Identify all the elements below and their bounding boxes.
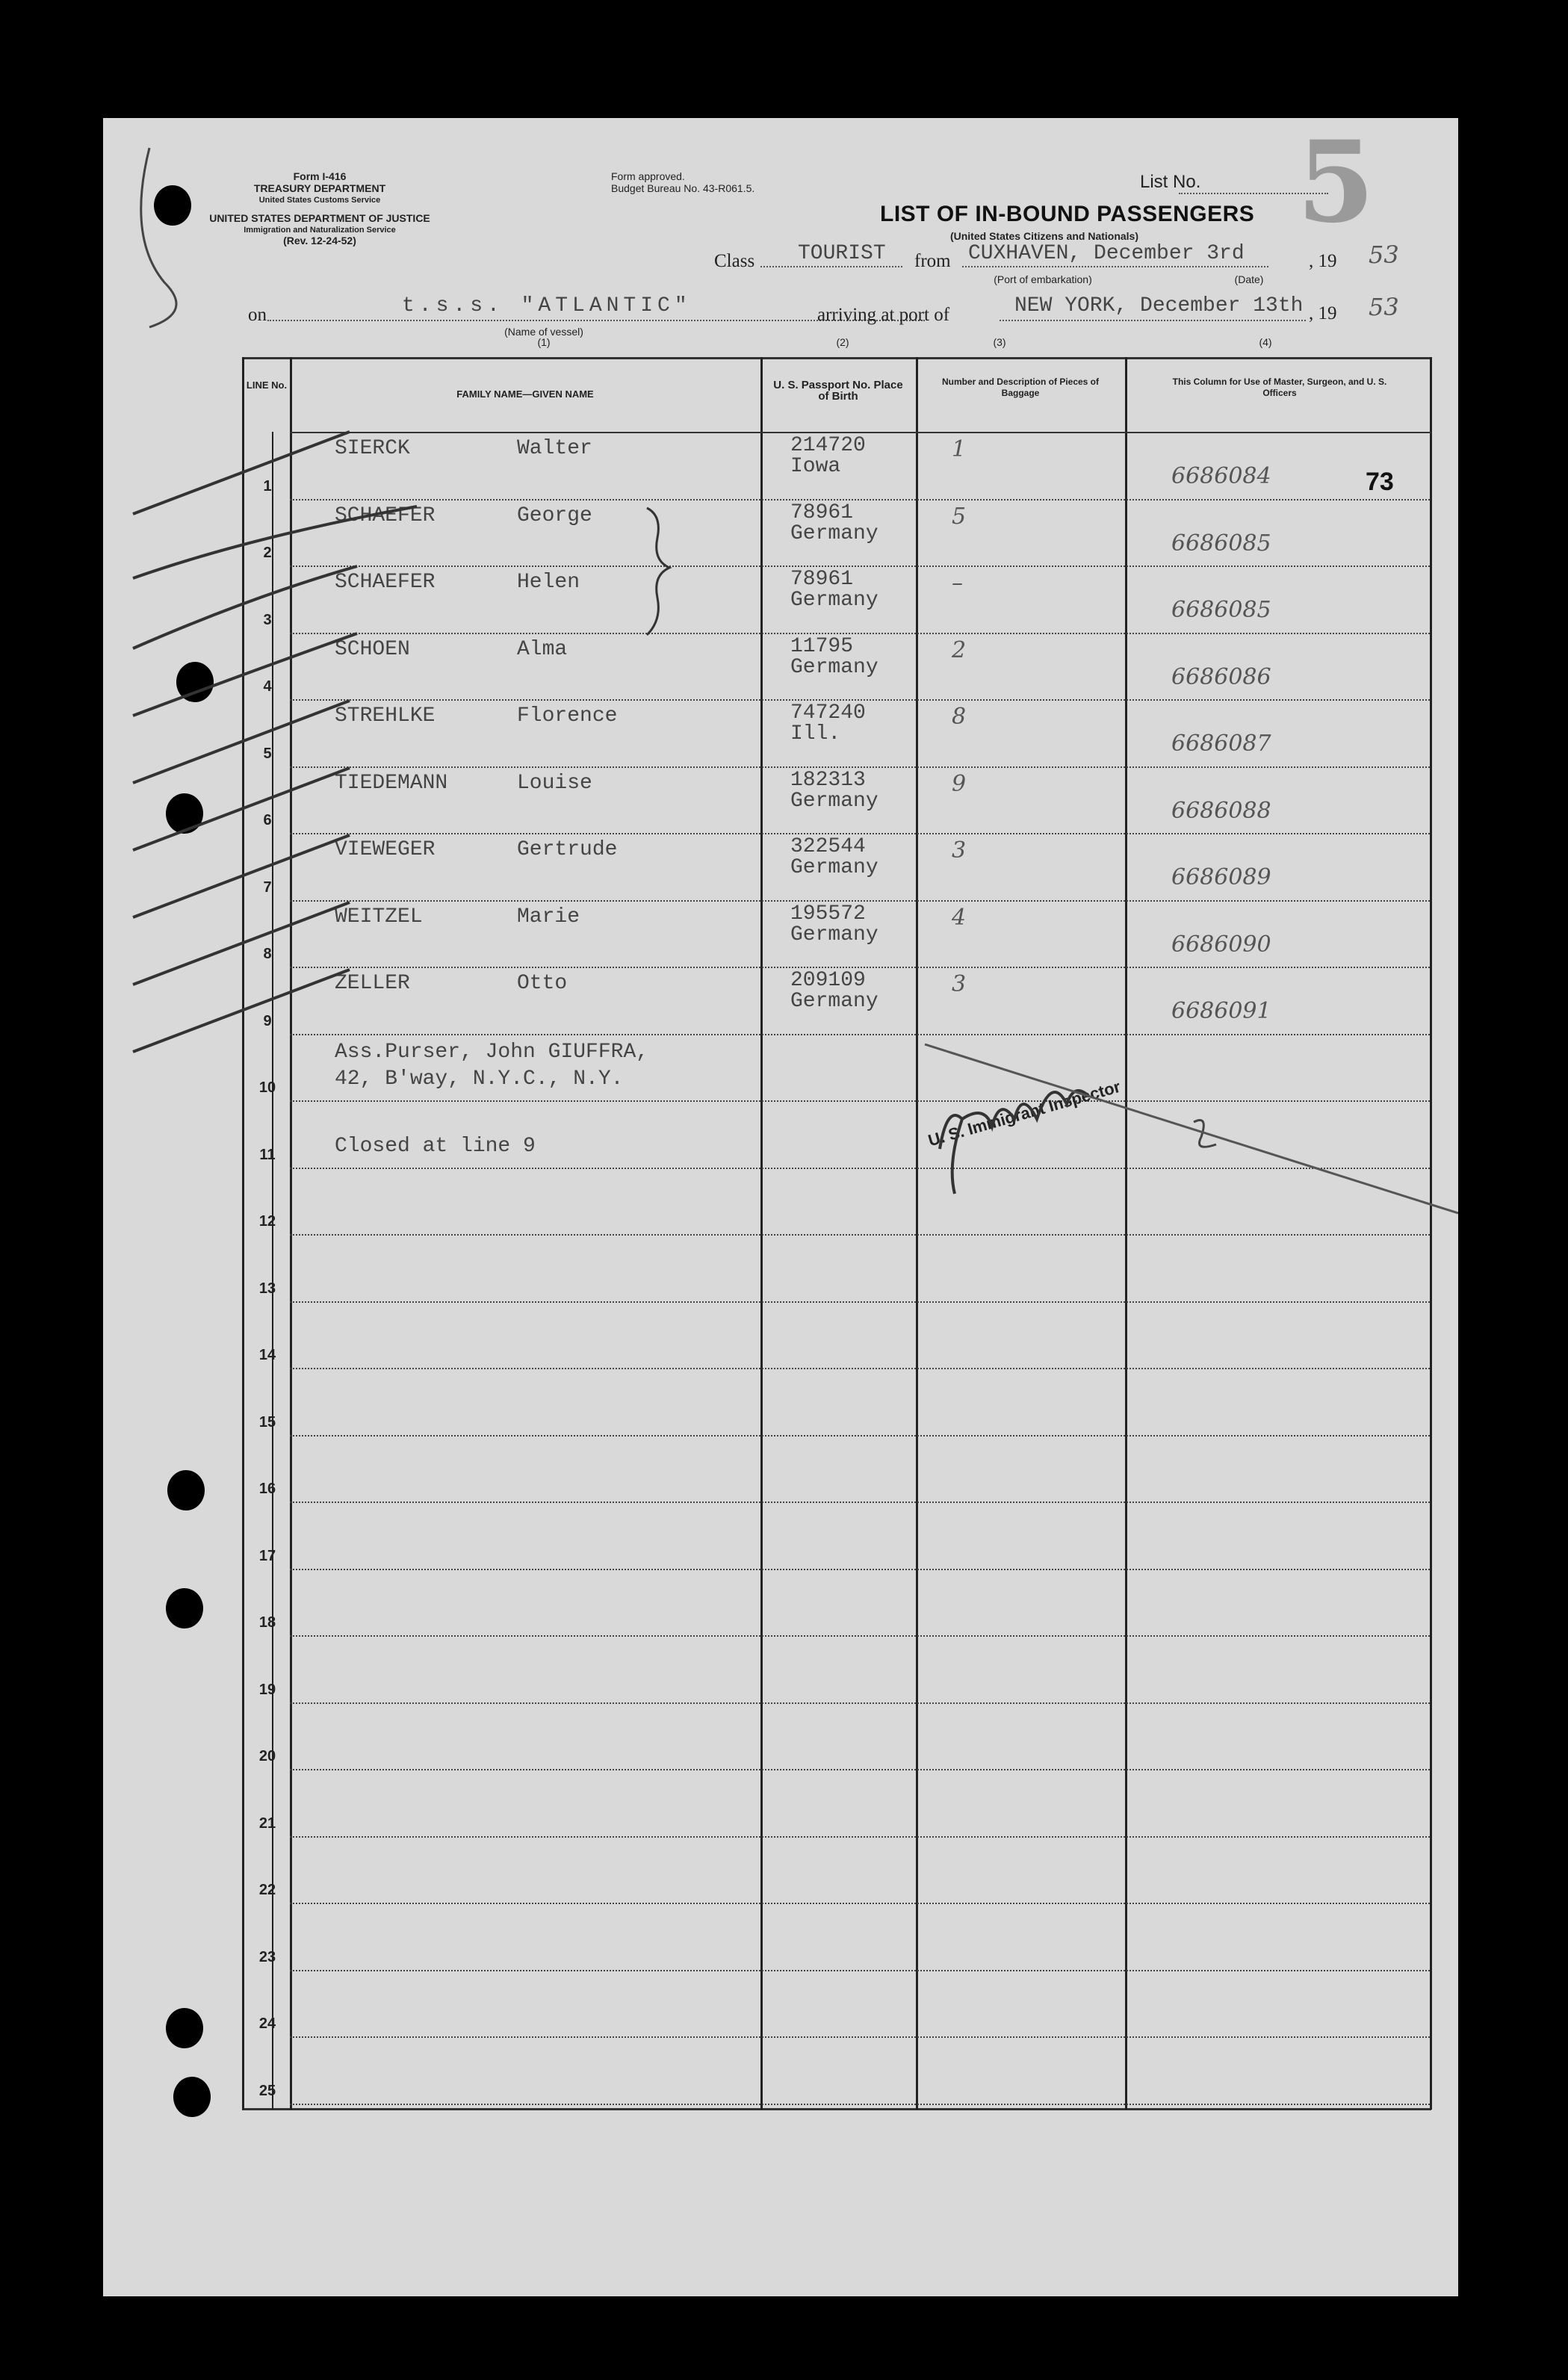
tick-mark [133, 902, 350, 985]
family-name: TIEDEMANN [335, 771, 448, 795]
col-num-2: (2) [836, 336, 849, 348]
tick-mark [133, 701, 350, 783]
line-number: 2 [263, 545, 272, 561]
margin-note: 73 [1366, 468, 1394, 496]
line-number: 21 [258, 1815, 276, 1832]
birth-place: Germany [790, 789, 878, 813]
revision: (Rev. 12-24-52) [283, 235, 356, 247]
col-num-3: (3) [993, 336, 1006, 348]
arrival-value: NEW YORK, December 13th [1014, 294, 1304, 317]
manifest-page [103, 118, 1458, 2296]
page-title: LIST OF IN-BOUND PASSENGERS [880, 202, 1255, 226]
tick-mark [133, 432, 350, 514]
birth-place: Germany [790, 990, 878, 1013]
passport-number: 182313 [790, 768, 866, 792]
officer-number: 6686091 [1171, 998, 1271, 1024]
line-number: 8 [263, 946, 272, 962]
baggage-count: 1 [952, 436, 967, 462]
line-number: 4 [263, 678, 272, 695]
passport-number: 214720 [790, 434, 866, 457]
line-number: 19 [258, 1681, 276, 1698]
header-baggage: Number and Description of Pieces of Baggage [941, 376, 1100, 398]
baggage-count: 3 [952, 971, 967, 997]
tick-mark [133, 768, 350, 850]
year-1: 53 [1369, 241, 1399, 269]
purser-address: 42, B'way, N.Y.C., N.Y. [335, 1067, 624, 1091]
closed-note: Closed at line 9 [335, 1135, 536, 1158]
port-embark-label: (Port of embarkation) [994, 273, 1092, 285]
line-number: 5 [263, 745, 272, 762]
passport-number: 78961 [790, 501, 854, 524]
family-name: SCHAEFER [335, 571, 436, 594]
header-line-no: LINE No. [246, 379, 288, 391]
line-number: 10 [258, 1079, 276, 1096]
ins-service: Immigration and Naturalization Service [244, 226, 396, 235]
line-number: 16 [258, 1481, 276, 1497]
officer-number: 6686087 [1171, 731, 1271, 757]
officer-number: 6686086 [1171, 663, 1271, 690]
family-name: WEITZEL [335, 905, 423, 929]
cross-out-line [925, 1044, 1458, 1213]
line-number: 24 [258, 2015, 276, 2032]
margin-scribble [141, 148, 176, 327]
baggage-count: 4 [952, 904, 967, 931]
class-label: Class [714, 251, 755, 271]
col-num-4: (4) [1259, 336, 1272, 348]
baggage-count: – [952, 570, 963, 596]
passport-number: 78961 [790, 568, 854, 591]
family-name: STREHLKE [335, 704, 436, 728]
inspector-stamp: U. S. Immigrant Inspector [926, 1076, 1123, 1150]
on-label: on [248, 305, 267, 325]
header-officers: This Column for Use of Master, Surgeon, and U. S. Officers [1172, 376, 1387, 398]
baggage-count: 3 [952, 837, 967, 864]
tick-mark [133, 633, 357, 716]
tick-mark [133, 835, 350, 917]
tick-mark [133, 506, 417, 578]
line-number: 13 [258, 1280, 276, 1297]
vessel-label: (Name of vessel) [504, 326, 583, 338]
officer-number: 6686090 [1171, 931, 1271, 958]
purser-note: Ass.Purser, John GIUFFRA, [335, 1041, 649, 1064]
line-number: 1 [263, 477, 272, 495]
arriving-label: arriving at port of [817, 305, 950, 325]
line-number: 23 [258, 1948, 276, 1965]
officer-number: 6686085 [1171, 597, 1271, 623]
treasury-dept: TREASURY DEPARTMENT [253, 182, 386, 194]
class-value: TOURIST [798, 242, 886, 265]
birth-place: Germany [790, 521, 878, 545]
line-number: 17 [258, 1547, 276, 1564]
baggage-count: 9 [952, 770, 967, 797]
baggage-count: 2 [952, 636, 967, 663]
birth-place: Germany [790, 589, 878, 612]
line-number: 3 [263, 611, 272, 628]
line-number: 9 [263, 1012, 272, 1029]
header-name: FAMILY NAME—GIVEN NAME [456, 388, 594, 400]
officer-number: 6686085 [1171, 530, 1271, 557]
given-name: Marie [517, 905, 580, 929]
baggage-count: 5 [952, 503, 967, 530]
brace-mark [647, 508, 669, 635]
handwriting-overlay [103, 118, 1458, 2296]
birth-place: Germany [790, 655, 878, 679]
customs-service: United States Customs Service [258, 196, 381, 205]
family-name: SCHOEN [335, 637, 410, 661]
form-number: Form I-416 [293, 170, 347, 182]
line-number: 22 [258, 1882, 276, 1898]
given-name: Walter [517, 437, 592, 460]
tick-mark [133, 970, 350, 1052]
date-label: (Date) [1234, 273, 1264, 285]
year-prefix: , 19 [1309, 251, 1337, 271]
tick-mark [133, 566, 357, 648]
given-name: George [517, 503, 592, 527]
given-name: Gertrude [517, 838, 618, 861]
line-number: 25 [258, 2082, 276, 2099]
family-name: SCHAEFER [335, 503, 436, 527]
passport-number: 747240 [790, 701, 866, 725]
passport-number: 209109 [790, 969, 866, 992]
line-number: 7 [263, 878, 272, 896]
family-name: ZELLER [335, 972, 410, 995]
year-prefix-2: , 19 [1309, 303, 1337, 323]
officer-number: 6686084 [1171, 463, 1271, 489]
baggage-count: 8 [952, 704, 967, 730]
birth-place: Ill. [790, 722, 841, 746]
form-approved: Form approved. [611, 170, 685, 182]
vessel-name: t.s.s. "ATLANTIC" [402, 294, 692, 317]
birth-place: Germany [790, 923, 878, 946]
from-label: from [914, 251, 951, 271]
embark-value: CUXHAVEN, December 3rd [968, 242, 1245, 265]
justice-dept: UNITED STATES DEPARTMENT OF JUSTICE [209, 212, 430, 224]
year-2: 53 [1369, 293, 1399, 321]
line-number: 20 [258, 1748, 276, 1764]
line-number: 15 [258, 1413, 276, 1431]
birth-place: Iowa [790, 455, 841, 478]
given-name: Alma [517, 637, 568, 661]
line-number: 14 [258, 1347, 276, 1363]
signature-mark [940, 1091, 1089, 1194]
list-number: 5 [1297, 117, 1375, 248]
given-name: Florence [517, 704, 618, 728]
page-subtitle: (United States Citizens and Nationals) [949, 230, 1139, 242]
family-name: SIERCK [335, 437, 410, 460]
line-number: 12 [258, 1213, 276, 1230]
col-num-1: (1) [537, 336, 551, 348]
family-name: VIEWEGER [335, 838, 436, 861]
officer-number: 6686088 [1171, 797, 1271, 824]
passport-number: 11795 [790, 634, 854, 658]
budget-bureau: Budget Bureau No. 43-R061.5. [611, 182, 755, 194]
given-name: Louise [517, 771, 592, 795]
passport-number: 322544 [790, 835, 866, 858]
given-name: Otto [517, 972, 568, 995]
officer-number: 6686089 [1171, 864, 1271, 890]
line-number: 6 [263, 812, 272, 828]
line-number: 18 [258, 1614, 276, 1631]
given-name: Helen [517, 571, 580, 594]
birth-place: Germany [790, 856, 878, 879]
passport-number: 195572 [790, 902, 866, 926]
header-passport: U. S. Passport No. Place of Birth [773, 379, 903, 403]
list-no-label: List No. [1140, 172, 1201, 192]
line-number: 11 [259, 1146, 276, 1163]
